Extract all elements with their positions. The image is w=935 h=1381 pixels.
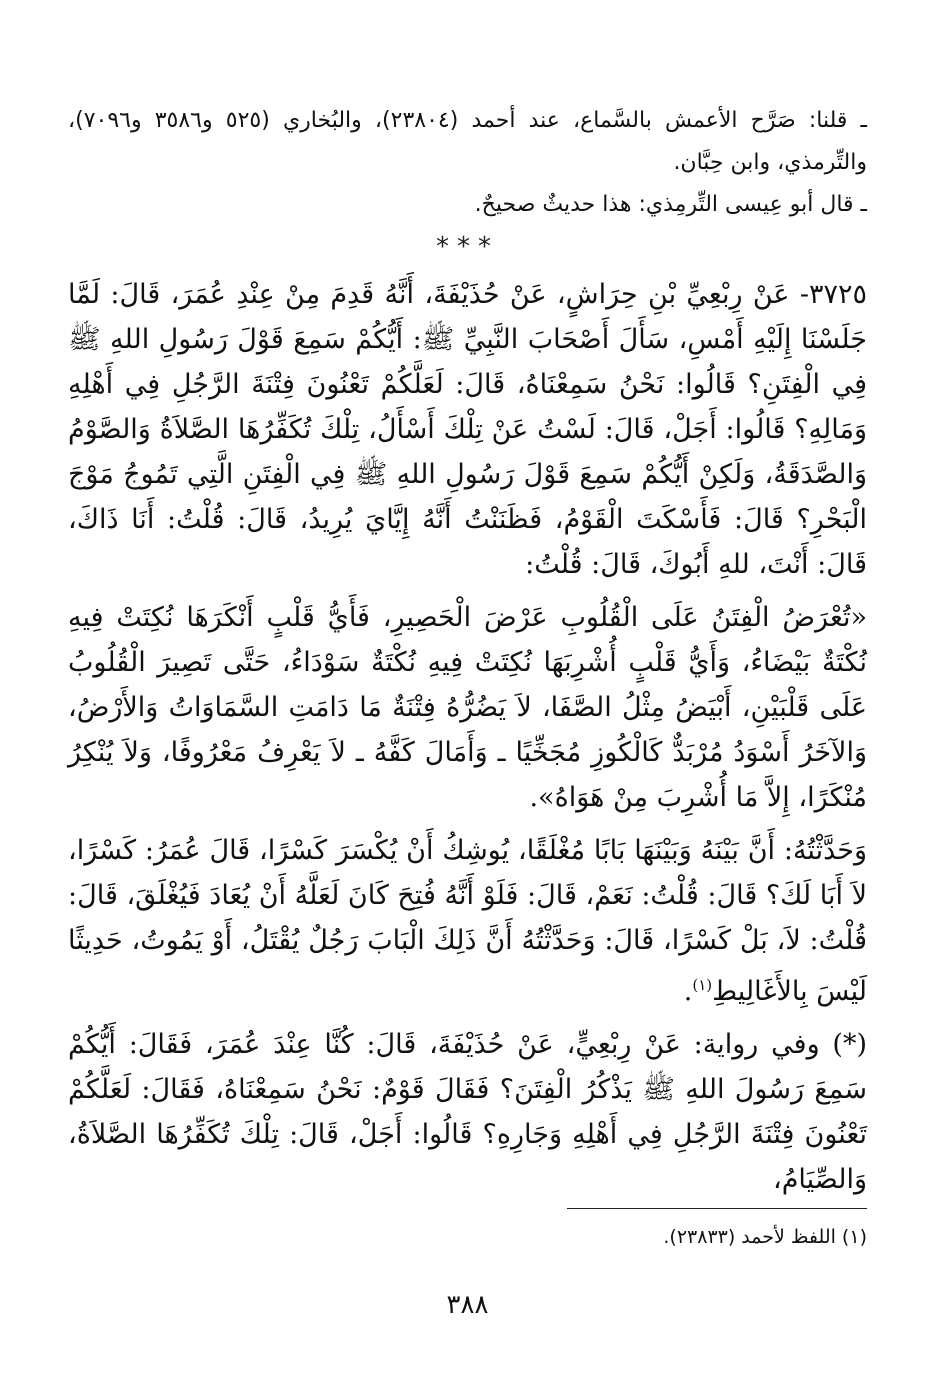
editor-notes: [68, 100, 867, 226]
hadith-continuation: وَحَدَّثْتُهُ: أَنَّ بَيْنَهُ وَبَيْنَهَا بَابًا مُغْلَقًا، يُوشِكُ أَنْ يُكْسَرَ كَسْرًا، قَالَ عُمَرُ: كَسْرًا، لاَ أَبَا لَكَ؟ قَالَ: قُلْتُ: نَعَمْ، قَالَ: فَلَوْ أَنَّهُ فُتِحَ كَانَ لَعَلَّهُ أَنْ يُعَادَ فَيُغْلَقَ، قَالَ: قُلْتُ: لاَ، بَلْ كَسْرًا، قَالَ: وَحَدَّثْتُهُ أَنَّ ذَلِكَ الْبَابَ رَجُلٌ يُقْتَلُ، أَوْ يَمُوتُ، حَدِيثًا لَيْسَ بِالأَغَالِيطِ$^{(١)}$.: [68, 835, 867, 1007]
continuation-text: وَحَدَّثْتُهُ: أَنَّ بَيْنَهُ وَبَيْنَهَا بَابًا مُغْلَقًا، يُوشِكُ أَنْ يُكْسَرَ كَسْرًا، قَالَ عُمَرُ: كَسْرًا، لاَ أَبَا لَكَ؟ قَالَ: قُلْتُ: نَعَمْ، قَالَ: فَلَوْ أَنَّهُ فُتِحَ كَانَ لَعَلَّهُ أَنْ يُعَادَ فَيُغْلَقَ، قَالَ: قُلْتُ: لاَ، بَلْ كَسْرًا، قَالَ: وَحَدَّثْتُهُ أَنَّ ذَلِكَ الْبَابَ رَجُلٌ يُقْتَلُ، أَوْ يَمُوتُ، حَدِيثًا لَيْسَ بِالأَغَالِيطِ: [68, 835, 867, 1007]
hadith-text: ٣٧٢٥- عَنْ رِبْعِيِّ بْنِ حِرَاشٍ، عَنْ حُذَيْفَةَ، أَنَّهُ قَدِمَ مِنْ عِنْدِ عُمَرَ، قَالَ: لَمَّا جَلَسْنَا إِلَيْهِ أَمْسِ، سَأَلَ أَصْحَابَ النَّبِيِّ ﷺ: أَيُّكُمْ سَمِعَ قَوْلَ رَسُولِ اللهِ ﷺ فِي الْفِتَنِ؟ قَالُوا: نَحْنُ سَمِعْنَاهُ، قَالَ: لَعَلَّكُمْ تَعْنُونَ فِتْنَةَ الرَّجُلِ فِي أَهْلِهِ وَمَالِهِ؟ قَالُوا: أَجَلْ، قَالَ: لَسْتُ عَنْ تِلْكَ أَسْأَلُ، تِلْكَ تُكَفِّرُهَا الصَّلاَةُ وَالصَّوْمُ وَالصَّدَقَةُ، وَلَكِنْ أَيُّكُمْ سَمِعَ قَوْلَ رَسُولِ اللهِ ﷺ فِي الْفِتَنِ الَّتِي تَمُوجُ مَوْجَ الْبَحْرِ؟ قَالَ: فَأَسْكَتَ الْقَوْمُ، فَظَنَنْتُ أَنَّهُ إِيَّايَ يُرِيدُ، قَالَ: قُلْتُ: أَنَا ذَاكَ، قَالَ: أَنْتَ، للهِ أَبُوكَ، قَالَ: قُلْتُ:: [68, 279, 867, 580]
section-separator: ***: [436, 232, 499, 262]
note-line: ـ قلنا: صَرَّح الأعمش بالسَّماع، عند أحمد (٢٣٨٠٤)، والبُخاري (٥٢٥ و٣٥٨٦ و٧٠٩٦)، والتِّرمذي، وابن حِبَّان.: [68, 108, 867, 175]
riwaya-text: وفي رواية: عَنْ رِبْعِيٍّ، عَنْ حُذَيْفَةَ، قَالَ: كُنَّا عِنْدَ عُمَرَ، فَقَالَ: أَيُّكُمْ سَمِعَ رَسُولَ اللهِ ﷺ يَذْكُرُ الْفِتَنَ؟ فَقَالَ قَوْمٌ: نَحْنُ سَمِعْنَاهُ، فَقَالَ: لَعَلَّكُمْ تَعْنُونَ فِتْنَةَ الرَّجُلِ فِي أَهْلِهِ وَجَارِهِ؟ قَالُوا: أَجَلْ، قَالَ: تِلْكَ تُكَفِّرُهَا الصَّلاَةُ، وَالصِّيَامُ،: [68, 1029, 867, 1195]
note-line: ـ قال أبو عِيسى التِّرمِذي: هذا حديثٌ صحيحٌ.: [474, 192, 867, 217]
hadith-quote: «تُعْرَضُ الْفِتَنُ عَلَى الْقُلُوبِ عَرْضَ الْحَصِيرِ، فَأَيُّ قَلْبٍ أَنْكَرَهَا نُكِتَتْ فِيهِ نُكْتَةٌ بَيْضَاءُ، وَأَيُّ قَلْبٍ أُشْرِبَهَا نُكِتَتْ فِيهِ نُكْتَةٌ سَوْدَاءُ، حَتَّى تَصِيرَ الْقُلُوبُ عَلَى قَلْبَيْنِ، أَبْيَضُ مِثْلُ الصَّفَا، لاَ يَضُرُّهُ فِتْنَةٌ مَا دَامَتِ السَّمَاوَاتُ وَالأَرْضُ، وَالآخَرُ أَسْوَدُ مُرْبَدٌّ كَالْكُوزِ مُجَخِّيًا ـ وَأَمَالَ كَفَّهُ ـ لاَ يَعْرِفُ مَعْرُوفًا، وَلاَ يُنْكِرُ مُنْكَرًا، إِلاَّ مَا أُشْرِبَ مِنْ هَوَاهُ».: [68, 602, 867, 813]
footnote-marker: (١): [692, 976, 713, 994]
footnote-divider: [567, 1208, 867, 1209]
riwaya-marker: (*): [832, 1029, 867, 1060]
page-number: ٣٨٨: [446, 1290, 489, 1320]
riwaya-paragraph: [68, 1022, 867, 1202]
footnote: (١) اللفظ لأحمد (٢٣٨٣٣).: [663, 1226, 867, 1248]
